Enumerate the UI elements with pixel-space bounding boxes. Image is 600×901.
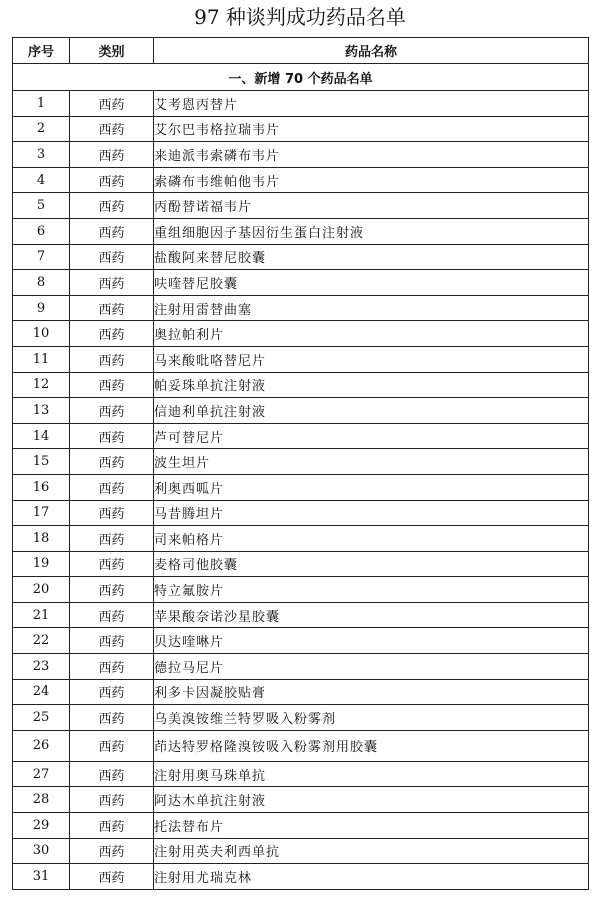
row-drug-name: 艾尔巴韦格拉瑞韦片 <box>154 116 589 142</box>
row-index: 12 <box>13 372 70 398</box>
row-index: 16 <box>13 474 70 500</box>
row-category: 西药 <box>70 551 154 577</box>
row-drug-name: 特立氟胺片 <box>154 577 589 603</box>
row-category: 西药 <box>70 449 154 475</box>
row-index: 18 <box>13 526 70 552</box>
table-row <box>13 244 589 270</box>
row-drug-name: 马来酸吡咯替尼片 <box>154 346 589 372</box>
row-category: 西药 <box>70 628 154 654</box>
row-category: 西药 <box>70 838 154 864</box>
row-drug-name: 马昔腾坦片 <box>154 500 589 526</box>
table-row <box>13 270 589 296</box>
row-index: 15 <box>13 449 70 475</box>
table-row <box>13 761 589 787</box>
table-row <box>13 705 589 731</box>
row-category: 西药 <box>70 372 154 398</box>
row-index: 11 <box>13 346 70 372</box>
row-category: 西药 <box>70 218 154 244</box>
row-drug-name: 艾考恩丙替片 <box>154 91 589 117</box>
row-category: 西药 <box>70 423 154 449</box>
row-index: 7 <box>13 244 70 270</box>
row-index: 19 <box>13 551 70 577</box>
row-index: 29 <box>13 813 70 839</box>
table-row <box>13 474 589 500</box>
table-row <box>13 813 589 839</box>
row-category: 西药 <box>70 602 154 628</box>
table-row <box>13 679 589 705</box>
row-drug-name: 重组细胞因子基因衍生蛋白注射液 <box>154 218 589 244</box>
row-category: 西药 <box>70 705 154 731</box>
row-index: 4 <box>13 167 70 193</box>
row-category: 西药 <box>70 787 154 813</box>
row-category: 西药 <box>70 91 154 117</box>
row-drug-name: 奥拉帕利片 <box>154 321 589 347</box>
row-index: 28 <box>13 787 70 813</box>
row-category: 西药 <box>70 321 154 347</box>
row-category: 西药 <box>70 654 154 680</box>
row-category: 西药 <box>70 730 154 761</box>
row-index: 27 <box>13 761 70 787</box>
section-title: 一、新增 70 个药品名单 <box>13 64 589 91</box>
row-drug-name: 苹果酸奈诺沙星胶囊 <box>154 602 589 628</box>
table-row <box>13 372 589 398</box>
row-index: 20 <box>13 577 70 603</box>
table-row <box>13 730 589 761</box>
row-drug-name: 盐酸阿来替尼胶囊 <box>154 244 589 270</box>
row-index: 5 <box>13 193 70 219</box>
table-header-row <box>13 38 589 64</box>
table-row <box>13 449 589 475</box>
row-index: 10 <box>13 321 70 347</box>
row-category: 西药 <box>70 474 154 500</box>
row-drug-name: 丙酚替诺福韦片 <box>154 193 589 219</box>
row-drug-name: 德拉马尼片 <box>154 654 589 680</box>
header-category: 类别 <box>70 38 154 64</box>
row-category: 西药 <box>70 346 154 372</box>
row-category: 西药 <box>70 813 154 839</box>
row-index: 21 <box>13 602 70 628</box>
row-index: 23 <box>13 654 70 680</box>
row-category: 西药 <box>70 142 154 168</box>
table-row <box>13 628 589 654</box>
table-row <box>13 500 589 526</box>
row-drug-name: 波生坦片 <box>154 449 589 475</box>
row-drug-name: 注射用英夫利西单抗 <box>154 838 589 864</box>
table-row <box>13 787 589 813</box>
row-index: 22 <box>13 628 70 654</box>
table-row <box>13 167 589 193</box>
row-drug-name: 贝达喹啉片 <box>154 628 589 654</box>
row-index: 30 <box>13 838 70 864</box>
row-drug-name: 麦格司他胶囊 <box>154 551 589 577</box>
row-category: 西药 <box>70 116 154 142</box>
document-title: 97 种谈判成功药品名单 <box>194 5 406 29</box>
row-index: 25 <box>13 705 70 731</box>
table-row <box>13 423 589 449</box>
row-index: 13 <box>13 398 70 424</box>
row-category: 西药 <box>70 500 154 526</box>
table-row <box>13 398 589 424</box>
row-category: 西药 <box>70 679 154 705</box>
row-index: 24 <box>13 679 70 705</box>
table-row <box>13 577 589 603</box>
row-category: 西药 <box>70 864 154 890</box>
table-row <box>13 193 589 219</box>
row-drug-name: 来迪派韦索磷布韦片 <box>154 142 589 168</box>
row-drug-name: 利奥西呱片 <box>154 474 589 500</box>
row-index: 9 <box>13 295 70 321</box>
row-drug-name: 乌美溴铵维兰特罗吸入粉雾剂 <box>154 705 589 731</box>
row-index: 6 <box>13 218 70 244</box>
row-drug-name: 索磷布韦维帕他韦片 <box>154 167 589 193</box>
table-row <box>13 654 589 680</box>
table-row <box>13 218 589 244</box>
row-index: 8 <box>13 270 70 296</box>
row-index: 1 <box>13 91 70 117</box>
row-index: 17 <box>13 500 70 526</box>
table-row <box>13 551 589 577</box>
table-row <box>13 838 589 864</box>
table-row <box>13 116 589 142</box>
row-index: 26 <box>13 730 70 761</box>
header-name: 药品名称 <box>154 38 589 64</box>
drug-list-table <box>12 37 589 890</box>
row-drug-name: 阿达木单抗注射液 <box>154 787 589 813</box>
row-index: 14 <box>13 423 70 449</box>
row-drug-name: 注射用尤瑞克林 <box>154 864 589 890</box>
row-drug-name: 司来帕格片 <box>154 526 589 552</box>
row-drug-name: 芦可替尼片 <box>154 423 589 449</box>
section-row <box>13 64 589 91</box>
row-category: 西药 <box>70 167 154 193</box>
table-row <box>13 864 589 890</box>
table-row <box>13 91 589 117</box>
row-drug-name: 注射用雷替曲塞 <box>154 295 589 321</box>
row-drug-name: 注射用奥马珠单抗 <box>154 761 589 787</box>
row-drug-name: 茚达特罗格隆溴铵吸入粉雾剂用胶囊 <box>154 730 589 761</box>
table-row <box>13 321 589 347</box>
row-category: 西药 <box>70 295 154 321</box>
table-row <box>13 346 589 372</box>
row-category: 西药 <box>70 398 154 424</box>
row-drug-name: 呋喹替尼胶囊 <box>154 270 589 296</box>
table-row <box>13 295 589 321</box>
row-drug-name: 信迪利单抗注射液 <box>154 398 589 424</box>
table-row <box>13 526 589 552</box>
row-category: 西药 <box>70 244 154 270</box>
row-index: 3 <box>13 142 70 168</box>
row-category: 西药 <box>70 761 154 787</box>
row-index: 31 <box>13 864 70 890</box>
row-category: 西药 <box>70 526 154 552</box>
table-row <box>13 602 589 628</box>
row-category: 西药 <box>70 270 154 296</box>
header-index: 序号 <box>13 38 70 64</box>
row-index: 2 <box>13 116 70 142</box>
row-category: 西药 <box>70 577 154 603</box>
row-drug-name: 托法替布片 <box>154 813 589 839</box>
row-drug-name: 利多卡因凝胶贴膏 <box>154 679 589 705</box>
table-row <box>13 142 589 168</box>
row-category: 西药 <box>70 193 154 219</box>
row-drug-name: 帕妥珠单抗注射液 <box>154 372 589 398</box>
